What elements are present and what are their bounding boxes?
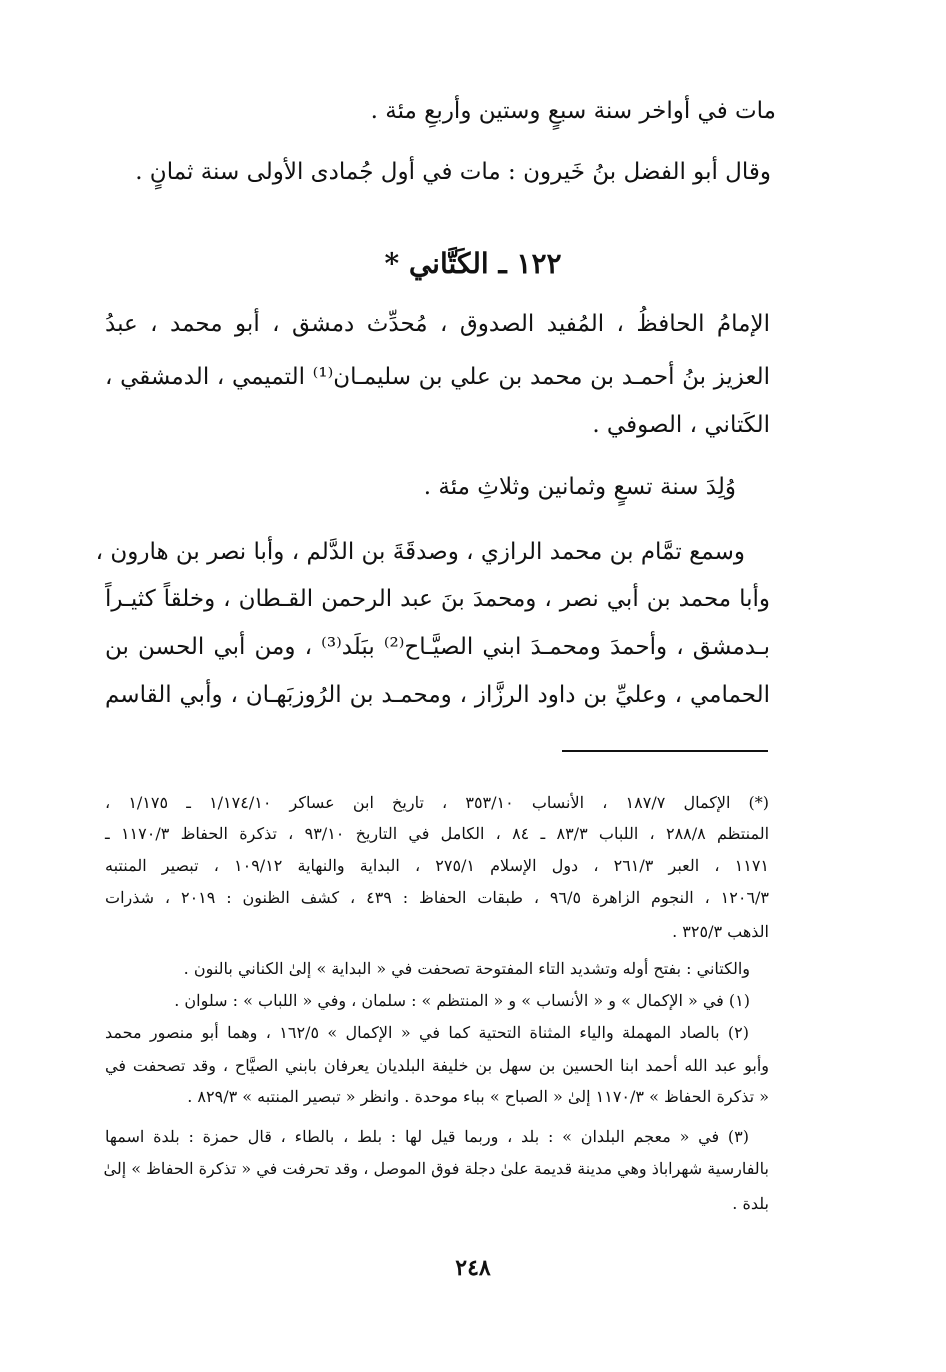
footnote-line: (٢) بالصاد المهملة والياء المثناة التحتية كما في « الإكمال » ١٦٢/٥ ، وهما أبو منصور محمد [105, 1023, 750, 1042]
text-line: وقال أبو الفضل بنُ خَيرون : مات في أول جُمادى الأولى سنة ثمانٍ . [135, 159, 771, 185]
entry-heading: ١٢٢ ـ الكَتَّاني * [384, 247, 562, 280]
text-line: الكَتاني ، الصوفي . [592, 412, 770, 438]
footnote-line: بالفارسية شهراباذ وهي مدينة قديمة علىٰ دجلة فوق الموصل ، وقد تحرفت في « تذكرة الحفاظ » إلىٰ [103, 1159, 769, 1178]
text-line: وأبا محمد بن أبي نصر ، ومحمدَ بنَ عبد الرحمن القـطان ، وخلقاً كثيـراً [105, 586, 770, 612]
footnote-line: ١١٧١ ، العبر ٢٦١/٣ ، دول الإسلام ٢٧٥/١ ، البداية والنهاية ١٠٩/١٢ ، تبصير المنتبه [105, 856, 770, 875]
text-line: العزيز بنُ أحمـد بن محمد بن علي بن سليمـان⁽¹⁾ التميمي ، الدمشقي ، [105, 364, 770, 390]
text-line: وُلِدَ سنة تسعٍ وثمانين وثلاثِ مئة . [423, 474, 736, 500]
text-line: وسمع تمَّام بن محمد الرازي ، وصدقَةَ بن الدَّلم ، وأبا نصر بن هارون ، [95, 539, 745, 565]
text-line: بـدمشق ، وأحمدَ ومحمـدَ ابني الصيَّـاح⁽²⁾ ببَلَد⁽³⁾ ، ومن أبي الحسن بن [105, 634, 770, 660]
page-number: ٢٤٨ [455, 1255, 491, 1281]
footnote-line: الذهب ٣٢٥/٣ . [672, 922, 769, 941]
footnote-line: « تذكرة الحفاظ » ١١٧٠/٣ إلىٰ « الصباح » بباء موحدة . وانظر « تبصير المنتبه » ٨٢٩/٣ . [187, 1087, 769, 1106]
footnote-line: وأبو عبد الله أحمد ابنا الحسين بن سهل بن خليفة البلديان يعرفان بابني الصيَّاح ، وقد تصحفت في [105, 1056, 769, 1075]
footnote-line: بلدة . [732, 1194, 769, 1213]
text-line: الحمامي ، وعليِّ بن داود الرزَّاز ، ومحمـد بن الرُوزبَهـان ، وأبي القاسم [105, 682, 770, 708]
footnote-rule [562, 750, 768, 752]
footnote-line: (٣) في « معجم البلدان » : بلد ، وربما قيل لها : بلط ، بالطاء ، قال حمزة : بلدة اسمها [105, 1127, 749, 1146]
footnote-line: ١٢٠٦/٣ ، النجوم الزاهرة ٩٦/٥ ، طبقات الحفاظ : ٤٣٩ ، كشف الظنون : ٢٠١٩ ، شذرات [105, 888, 770, 907]
footnote-line: (١) في « الإكمال » و « الأنساب » و « المنتظم » : سلمان ، وفي « اللباب » : سلوان . [174, 991, 750, 1010]
footnote-line: والكتاني : بفتح أوله وتشديد التاء المفتوحة تصحفت في « البداية » إلىٰ الكناني بالنون . [183, 959, 750, 978]
footnote-line: (*) الإكمال ١٨٧/٧ ، الأنساب ٣٥٣/١٠ ، تاريخ ابن عساكر ١/١٧٤/١٠ ـ ١/١٧٥ ، [105, 793, 770, 812]
footnote-line: المنتظم ٢٨٨/٨ ، اللباب ٨٣/٣ ـ ٨٤ ، الكامل في التاريخ ٩٣/١٠ ، تذكرة الحفاظ ١١٧٠/٣ ـ [105, 824, 770, 843]
text-line: الإمامُ الحافظُ ، المُفيد الصدوق ، مُحدِّث دمشق ، أبو محمد ، عبدُ [105, 311, 770, 337]
text-line: مات في أواخر سنة سبعٍ وستين وأربعِ مئة . [370, 98, 776, 124]
